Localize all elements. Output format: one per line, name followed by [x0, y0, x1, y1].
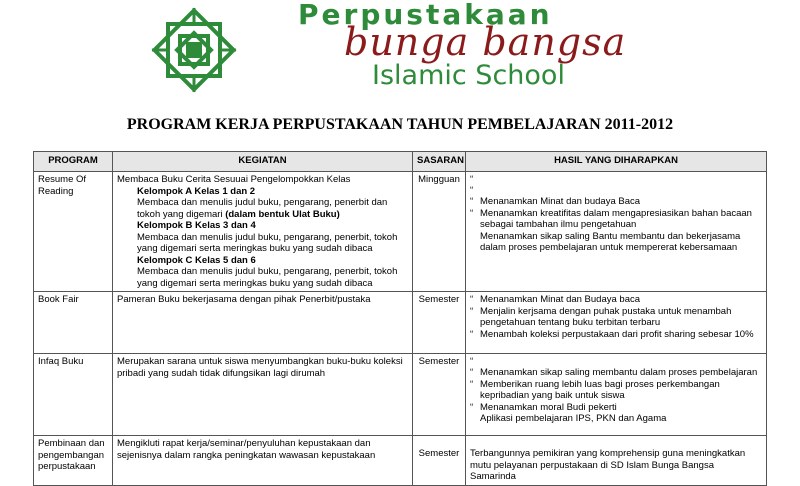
list-item: “ Memberikan ruang lebih luas bagi proses perkembangan kepribadian yang baik untuk siswa	[470, 378, 720, 401]
list-item: “ Menanamkan kreatifitas dalam mengapresiasikan bahan bacaan sebagai tambahan ilmu pengetahuan	[470, 207, 752, 230]
header-kegiatan: KEGIATAN	[113, 152, 413, 172]
list-item: “ Menanamkan moral Budi pekerti	[470, 401, 617, 413]
list-item: “ Menanamkan sikap saling membantu dalam proses pembelajaran	[470, 367, 758, 378]
table-header-row	[34, 152, 767, 172]
sasaran-cell: Semester	[413, 436, 466, 486]
kegiatan-cell: Pameran Buku bekerjasama dengan pihak Penerbit/pustaka	[113, 292, 413, 354]
program-cell: Infaq Buku	[34, 354, 113, 436]
group-c-text: Membaca dan menulis judul buku, pengarang, penerbit, tokoh yang digemari serta meringkas buku yang sudah dibaca	[137, 266, 398, 289]
group-b-text: Membaca dan menulis judul buku, pengarang, penerbit, tokoh yang digemari serta meringkas buku yang sudah dibaca	[137, 231, 398, 254]
hasil-cell: Terbangunnya pemikiran yang komprehensip guna meningkatkan mutu pelayanan perpustakaan di SD Islam Bunga Bangsa Samarinda	[466, 436, 767, 486]
table-row	[34, 172, 767, 292]
table-row	[34, 436, 767, 486]
hasil-cell: “ “ Menanamkan sikap saling membantu dalam proses pembelajaran “ Memberikan ruang lebih luas bagi proses perkembangan kepribadian yang baik untuk siswa “ Menanamkan moral Budi pekerti Aplikasi pembelajaran IPS, PKN dan Agama	[466, 354, 767, 436]
program-cell: Book Fair	[34, 292, 113, 354]
logo-title: Perpustakaan	[298, 0, 553, 31]
group-a-label: Kelompok A Kelas 1 dan 2	[137, 185, 256, 197]
group-b-label: Kelompok B Kelas 3 dan 4	[137, 220, 256, 231]
program-table	[33, 151, 767, 486]
logo-script-name: bunga bangsa	[344, 20, 627, 64]
logo-subtitle: Islamic School	[372, 60, 565, 91]
group-a-note: (dalam bentuk Ulat Buku)	[225, 208, 340, 220]
group-a-text	[117, 197, 408, 220]
kegiatan-cell: Mengikluti rapat kerja/seminar/penyuluhan kepustakaan dan sejenisnya dalam rangka peningkatan wawasan kepustakaan	[113, 436, 413, 486]
list-item: “ Menanamkan Minat dan Budaya baca	[470, 294, 641, 305]
program-cell: Resume Of Reading	[34, 172, 113, 292]
header-hasil: HASIL YANG DIHARAPKAN	[466, 152, 767, 172]
logo-emblem-icon	[146, 2, 242, 98]
hasil-cell	[466, 292, 767, 354]
table-row	[34, 292, 767, 354]
hasil-cell: “ “ “ Menanamkan Minat dan budaya Baca “ Menanamkan kreatifitas dalam mengapresiasikan bahan bacaan sebagai tambahan ilmu pengetahuan Menanamkan sikap saling Bantu membantu dan bekerjasama dalam proses pembelajaran untuk mempererat kebersamaan	[466, 172, 767, 292]
document-title: PROGRAM KERJA PERPUSTAKAAN TAHUN PEMBELAJARAN 2011-2012	[126, 116, 674, 133]
kegiatan-cell	[113, 172, 413, 292]
library-logo	[146, 0, 646, 100]
list-item: “ Menanamkan Minat dan budaya Baca	[470, 196, 641, 207]
sasaran-cell: Semester	[413, 354, 466, 436]
list-item: “ Menambah koleksi perpustakaan dari profit sharing sebesar 10%	[470, 328, 754, 340]
kegiatan-intro: Membaca Buku Cerita Sesuuai Pengelompokkan Kelas	[117, 174, 351, 185]
table-row	[34, 354, 767, 436]
sasaran-cell: Semester	[413, 292, 466, 354]
list-item: Aplikasi pembelajaran IPS, PKN dan Agama	[480, 413, 667, 424]
group-a-desc: Membaca dan menulis judul buku, pengarang, penerbit dan tokoh yang digemari	[137, 197, 388, 220]
list-item: “ Menjalin kerjsama dengan puhak pustaka untuk menambah pengetahuan tentang buku terbitan terbaru	[470, 305, 732, 328]
list-item: Menanamkan sikap saling Bantu membantu dan bekerjasama dalam proses pembelajaran untuk mempererat kebersamaan	[480, 230, 741, 253]
program-cell: Pembinaan dan pengembangan perpustakaan	[34, 436, 113, 486]
kegiatan-cell: Merupakan sarana untuk siswa menyumbangkan buku-buku koleksi pribadi yang sudah tidak difungsikan lagi dirumah	[113, 354, 413, 436]
sasaran-cell: Mingguan	[413, 172, 466, 292]
header-sasaran: SASARAN	[413, 152, 466, 172]
header-program: PROGRAM	[34, 152, 113, 172]
group-c-label: Kelompok C Kelas 5 dan 6	[137, 254, 256, 266]
